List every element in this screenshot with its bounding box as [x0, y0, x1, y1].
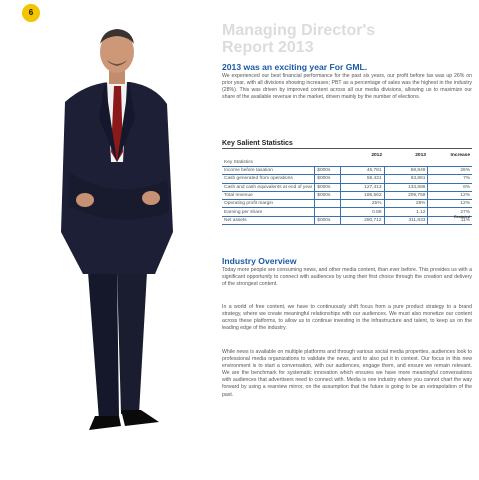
- row-label: Total revenue: [222, 191, 315, 199]
- row-2013: 134,686: [384, 183, 428, 191]
- row-2013: 63,861: [384, 175, 428, 183]
- row-increase: 6%: [428, 183, 472, 191]
- intro-paragraph: We experienced our best financial performance for the past six years, our profit before tax was up 26% on prior year, with all divisions showing increases; PBT as a percentage of sales was the highest in the industry (28%). This was driven by improved content across all our media divisions, allowing us to maximize our share of the available revenue in the market, driven mainly by the number of elections.: [222, 73, 472, 101]
- row-label: Operating profit margin: [222, 200, 315, 208]
- restated-row: [444, 213, 479, 220]
- row-unit: $000s: [315, 167, 340, 175]
- key-stats-heading: Key Salient Statistics: [222, 140, 472, 149]
- row-2013: 58,849: [384, 167, 428, 175]
- row-increase: 26%: [428, 167, 472, 175]
- table-row: [222, 191, 472, 199]
- page-number-badge: [0, 0, 40, 26]
- row-label: Earning per share: [222, 208, 315, 216]
- row-increase: 12%: [428, 191, 472, 199]
- restated-label: Restated: [454, 214, 471, 219]
- table-header-row: [222, 151, 472, 159]
- table-row: [222, 208, 472, 216]
- row-increase: 11%: [428, 216, 472, 224]
- managing-director-photo: [55, 22, 180, 454]
- industry-overview-heading: Industry Overview: [222, 256, 297, 266]
- row-2012: 280,712: [340, 216, 384, 224]
- col-2012: 2012: [371, 152, 382, 158]
- row-2012: 0.88: [340, 208, 384, 216]
- row-2012: 59,431: [340, 175, 384, 183]
- row-unit: $000s: [315, 191, 340, 199]
- row-label: Cash generated from operations: [222, 175, 315, 183]
- row-unit: $000s: [315, 216, 340, 224]
- table-row: [222, 200, 472, 208]
- key-statistics-label: Key Statistics: [222, 159, 315, 167]
- row-2012: 127,413: [340, 183, 384, 191]
- table-row: [222, 167, 472, 175]
- row-2013: 311,833: [384, 216, 428, 224]
- col-2013: 2013: [415, 152, 426, 158]
- row-unit: $000s: [315, 183, 340, 191]
- report-title-line1: Managing Director's: [222, 22, 376, 39]
- col-increase: Increase: [450, 152, 470, 158]
- industry-paragraph-3: While news is available on multiple platforms and through various social media properties, audiences look to professional media organizations to validate the news, and to also put it in context. Our focus in this new environment is to start a conversation, with our audiences, engage them, and ensure we remain relevant. We are the benchmark for systematic innovation which ensures we have more meaningful conversations with audiences that advertisers need to connect with. Media is one industry where you cannot chart the way forward by using a rearview mirror, on the assumption that the future is going to be an extrapolation of the past.: [222, 349, 472, 398]
- table-row: [222, 216, 472, 224]
- section-subtitle: 2013 was an exciting year For GML.: [222, 62, 368, 72]
- row-2012: 186,562: [340, 191, 384, 199]
- row-unit: [315, 208, 340, 216]
- row-2013: 28%: [384, 200, 428, 208]
- row-2012: 25%: [340, 200, 384, 208]
- row-2013: 1.12: [384, 208, 428, 216]
- report-title: [222, 22, 462, 56]
- industry-paragraph-2: In a world of free content, we have to continuously shift focus from a pure product strategy to a brand strategy, where we create meaningful relationships with our audiences. We must also monetize our content across these platforms, to allow us to continue investing in the infrastructure and talent, to keep us on the leading edge of the industry.: [222, 304, 472, 332]
- page-number: 6: [28, 8, 34, 17]
- row-unit: $000s: [315, 175, 340, 183]
- row-label: Cash and cash equivalents at end of year: [222, 183, 315, 191]
- row-2013: 209,759: [384, 191, 428, 199]
- industry-paragraph-1: Today more people are consuming news, and other media content, than ever before. This provides us with a significant opportunity to connect with audiences by using their first choice through the creation and delivery of the strongest content.: [222, 267, 472, 288]
- row-increase: 12%: [428, 200, 472, 208]
- table-col-label-row: [222, 159, 472, 167]
- key-stats-table: [222, 151, 472, 225]
- row-unit: [315, 200, 340, 208]
- row-label: Net assets: [222, 216, 315, 224]
- row-increase: 7%: [428, 175, 472, 183]
- report-title-line2: Report 2013: [222, 39, 314, 56]
- table-row: [222, 175, 472, 183]
- row-label: Income before taxation: [222, 167, 315, 175]
- table-row: [222, 183, 472, 191]
- row-increase: 27%: [428, 208, 472, 216]
- row-2012: 46,781: [340, 167, 384, 175]
